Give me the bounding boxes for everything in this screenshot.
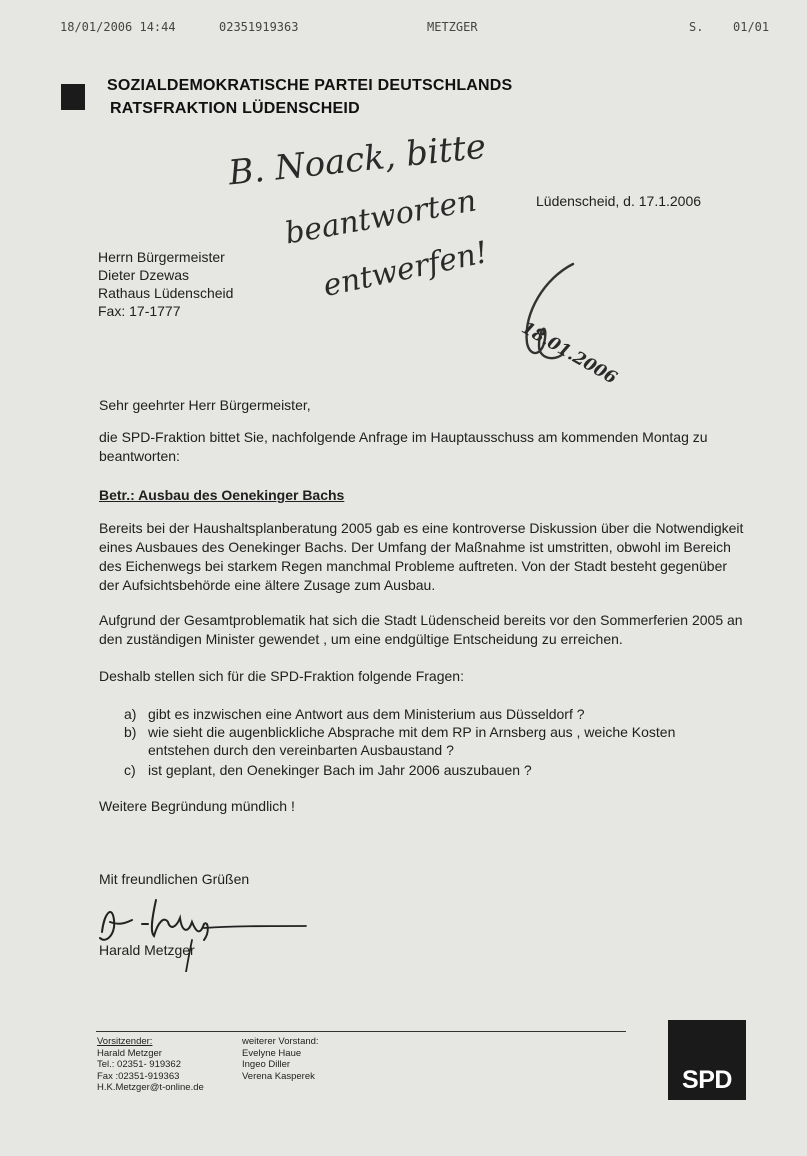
text-line: die SPD-Fraktion bittet Sie, nachfolgende Anfrage im Hauptausschuss am kommenden Montag zu xyxy=(99,429,708,445)
body-paragraph-1 xyxy=(99,519,744,595)
question-text: entstehen durch den vereinbarten Ausbaustand ? xyxy=(148,742,454,758)
text-line: der Aufsichtsbehörde eine ältere Zusage zum Ausbau. xyxy=(99,577,436,593)
spd-logo-text: SPD xyxy=(682,1066,732,1094)
subject-line: Betr.: Ausbau des Oenekinger Bachs xyxy=(99,487,345,503)
handwritten-note-line1: B. Noack, bitte xyxy=(226,126,488,194)
signature-name: Harald Metzger xyxy=(99,942,195,958)
recipient-line: Rathaus Lüdenscheid xyxy=(98,285,234,301)
body-paragraph-2 xyxy=(99,611,743,649)
footer-line: Harald Metzger xyxy=(97,1047,162,1059)
fax-page-label: S. xyxy=(689,20,704,34)
spd-logo xyxy=(668,1020,746,1100)
footer-line: Verena Kasperek xyxy=(242,1070,315,1082)
handwritten-note-line3: entwerfen! xyxy=(320,235,491,304)
greeting: Mit freundlichen Grüßen xyxy=(99,871,250,887)
question-text: gibt es inzwischen eine Antwort aus dem Ministerium aus Düsseldorf ? xyxy=(148,706,585,722)
text-line: den zuständigen Minister gewendet , um eine endgültige Entscheidung zu erreichen. xyxy=(99,631,623,647)
text-line: des Eichenwegs bei starkem Regen manchmal Probleme auftreten. Von der Stadt besteht gegenüber xyxy=(99,558,728,574)
footer-line: Ingeo Diller xyxy=(242,1059,291,1070)
party-name: SOZIALDEMOKRATISCHE PARTEI DEUTSCHLANDS xyxy=(107,77,513,94)
salutation: Sehr geehrter Herr Bürgermeister, xyxy=(99,397,311,413)
text-line: Aufgrund der Gesamtproblematik hat sich die Stadt Lüdenscheid bereits vor den Sommerferien 2005 an xyxy=(99,612,743,628)
handwritten-date-stamp: 18.01.2006 xyxy=(518,318,621,389)
letterhead-square xyxy=(61,84,85,110)
closing-note: Weitere Begründung mündlich ! xyxy=(99,798,295,814)
footer-line: Vorsitzender: xyxy=(97,1036,153,1047)
footer-chair-block xyxy=(97,1036,204,1094)
footer-line: Tel.: 02351- 919362 xyxy=(97,1059,181,1070)
question-text: ist geplant, den Oenekinger Bach im Jahr 2006 auszubauen ? xyxy=(148,762,532,778)
question-label: a) xyxy=(124,706,137,722)
recipient-line: Dieter Dzewas xyxy=(98,267,190,283)
fax-datetime: 18/01/2006 14:44 xyxy=(60,20,176,34)
fax-sender: METZGER xyxy=(427,20,478,34)
date-line: Lüdenscheid, d. 17.1.2006 xyxy=(536,193,702,209)
recipient-line: Herrn Bürgermeister xyxy=(98,249,225,265)
footer-divider xyxy=(96,1031,626,1032)
question-text: wie sieht die augenblickliche Absprache mit dem RP in Arnsberg aus , weiche Kosten xyxy=(148,724,676,740)
footer-line: H.K.Metzger@t-online.de xyxy=(97,1082,204,1093)
signature xyxy=(92,892,312,972)
text-line: beantworten: xyxy=(99,448,180,464)
intro-paragraph xyxy=(99,428,709,466)
footer-line: Fax :02351-919363 xyxy=(97,1070,180,1082)
text-line: eines Ausbaues des Oenekinger Bachs. Der Umfang der Maßnahme ist umstritten, obwohl im Bereich xyxy=(99,539,731,555)
fax-page: 01/01 xyxy=(733,20,770,34)
questions-intro: Deshalb stellen sich für die SPD-Fraktion folgende Fragen: xyxy=(99,668,464,684)
footer-line: Evelyne Haue xyxy=(242,1047,302,1059)
faction-name: RATSFRAKTION LÜDENSCHEID xyxy=(110,100,360,117)
question-label: c) xyxy=(124,762,136,778)
footer-board-block xyxy=(242,1036,319,1082)
question-label: b) xyxy=(124,724,137,740)
text-line: Bereits bei der Haushaltsplanberatung 2005 gab es eine kontroverse Diskussion über die Notwendigkeit xyxy=(99,520,744,536)
handwritten-note-line2: beantworten xyxy=(282,183,480,252)
fax-number: 02351919363 xyxy=(219,20,299,34)
recipient-line: Fax: 17-1777 xyxy=(98,303,181,319)
footer-line: weiterer Vorstand: xyxy=(242,1036,319,1047)
